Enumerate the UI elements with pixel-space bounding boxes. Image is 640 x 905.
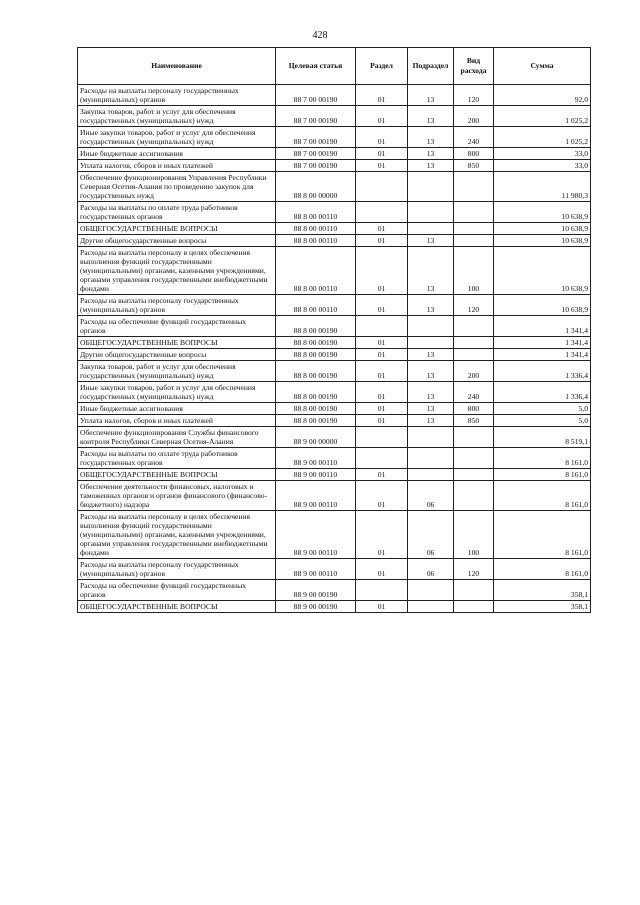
table-row — [78, 337, 591, 349]
row-type — [454, 337, 494, 349]
row-type — [454, 316, 494, 337]
table-row — [78, 601, 591, 613]
row-section — [356, 580, 408, 601]
row-subsection — [408, 337, 454, 349]
row-subsection — [408, 601, 454, 613]
row-name: Закупка товаров, работ и услуг для обеспечения государственных (муниципальных) нужд — [78, 361, 276, 382]
row-code: 88 9 00 00110 — [276, 559, 356, 580]
row-code: 88 8 00 00190 — [276, 403, 356, 415]
row-type: 850 — [454, 160, 494, 172]
row-section — [356, 316, 408, 337]
row-sum: 1 341,4 — [494, 316, 591, 337]
row-type: 800 — [454, 403, 494, 415]
row-name: Расходы на выплаты по оплате труда работников государственных органов — [78, 448, 276, 469]
row-name: Расходы на обеспечение функций государственных органов — [78, 580, 276, 601]
table-row — [78, 481, 591, 511]
table-header-row — [78, 48, 591, 85]
table-row — [78, 106, 591, 127]
row-type: 240 — [454, 127, 494, 148]
row-subsection: 13 — [408, 295, 454, 316]
row-name: Расходы на выплаты по оплате труда работников государственных органов — [78, 202, 276, 223]
row-section: 01 — [356, 361, 408, 382]
table-body — [78, 85, 591, 613]
row-section: 01 — [356, 148, 408, 160]
row-name: ОБЩЕГОСУДАРСТВЕННЫЕ ВОПРОСЫ — [78, 469, 276, 481]
row-section: 01 — [356, 337, 408, 349]
row-code: 88 8 00 00190 — [276, 382, 356, 403]
row-sum: 1 341,4 — [494, 349, 591, 361]
row-code: 88 8 00 00190 — [276, 316, 356, 337]
table-row — [78, 127, 591, 148]
row-code: 88 8 00 00110 — [276, 247, 356, 295]
row-code: 88 8 00 00110 — [276, 202, 356, 223]
row-name: Иные бюджетные ассигнования — [78, 148, 276, 160]
row-code: 88 7 00 00190 — [276, 85, 356, 106]
row-code: 88 7 00 00190 — [276, 148, 356, 160]
row-section: 01 — [356, 415, 408, 427]
row-subsection — [408, 202, 454, 223]
row-code: 88 7 00 00190 — [276, 106, 356, 127]
row-code: 88 8 00 00110 — [276, 295, 356, 316]
row-name: ОБЩЕГОСУДАРСТВЕННЫЕ ВОПРОСЫ — [78, 337, 276, 349]
row-type — [454, 469, 494, 481]
row-subsection — [408, 580, 454, 601]
table-row — [78, 427, 591, 448]
table-row — [78, 202, 591, 223]
row-name: Расходы на выплаты персоналу государственных (муниципальных) органов — [78, 85, 276, 106]
row-code: 88 8 00 00190 — [276, 415, 356, 427]
column-header-name: Наименование — [78, 48, 276, 85]
row-sum: 1 336,4 — [494, 382, 591, 403]
table-row — [78, 469, 591, 481]
row-sum: 8 161,0 — [494, 511, 591, 559]
row-subsection: 13 — [408, 127, 454, 148]
row-subsection: 06 — [408, 481, 454, 511]
row-type: 800 — [454, 148, 494, 160]
row-subsection: 13 — [408, 148, 454, 160]
row-subsection — [408, 448, 454, 469]
row-section: 01 — [356, 160, 408, 172]
row-code: 88 8 00 00190 — [276, 361, 356, 382]
table-row — [78, 223, 591, 235]
row-type — [454, 448, 494, 469]
row-section — [356, 448, 408, 469]
row-name: Иные закупки товаров, работ и услуг для обеспечения государственных (муниципальных) нужд — [78, 127, 276, 148]
row-section: 01 — [356, 106, 408, 127]
row-type: 120 — [454, 559, 494, 580]
row-code: 88 9 00 00190 — [276, 580, 356, 601]
row-type — [454, 202, 494, 223]
row-section: 01 — [356, 601, 408, 613]
row-subsection: 13 — [408, 106, 454, 127]
row-type: 100 — [454, 247, 494, 295]
row-type — [454, 580, 494, 601]
row-code: 88 8 00 00190 — [276, 337, 356, 349]
row-type: 200 — [454, 361, 494, 382]
row-code: 88 9 00 00190 — [276, 601, 356, 613]
row-subsection — [408, 172, 454, 202]
row-section: 01 — [356, 559, 408, 580]
table-row — [78, 316, 591, 337]
row-sum: 1 336,4 — [494, 361, 591, 382]
row-type — [454, 223, 494, 235]
row-code: 88 9 00 00110 — [276, 469, 356, 481]
row-subsection — [408, 469, 454, 481]
row-sum: 10 638,9 — [494, 235, 591, 247]
row-sum: 358,1 — [494, 580, 591, 601]
row-section: 01 — [356, 511, 408, 559]
column-header-code: Целевая статья — [276, 48, 356, 85]
row-name: Обеспечение функционирования Службы финансового контроля Республики Северная Осетия-Алания — [78, 427, 276, 448]
row-code: 88 7 00 00190 — [276, 160, 356, 172]
row-type — [454, 172, 494, 202]
row-subsection — [408, 316, 454, 337]
row-sum: 10 638,9 — [494, 202, 591, 223]
row-type — [454, 427, 494, 448]
row-sum: 92,0 — [494, 85, 591, 106]
column-header-subsection: Подраздел — [408, 48, 454, 85]
row-type: 120 — [454, 85, 494, 106]
table-row — [78, 235, 591, 247]
row-name: Уплата налогов, сборов и иных платежей — [78, 415, 276, 427]
row-type — [454, 235, 494, 247]
row-section: 01 — [356, 349, 408, 361]
row-subsection: 06 — [408, 511, 454, 559]
table-row — [78, 160, 591, 172]
row-sum: 8 519,1 — [494, 427, 591, 448]
column-header-sum: Сумма — [494, 48, 591, 85]
row-name: Иные бюджетные ассигнования — [78, 403, 276, 415]
table-row — [78, 247, 591, 295]
row-subsection: 13 — [408, 349, 454, 361]
row-name: Расходы на выплаты персоналу в целях обеспечения выполнения функций государственными (муниципальными) органами, казенными учреждениями, органами управления государственными внебюджетными фондами — [78, 511, 276, 559]
row-subsection — [408, 427, 454, 448]
row-name: Обеспечение функционирования Управления Республики Северная Осетия-Алания по проведению закупок для государственных нужд — [78, 172, 276, 202]
row-section: 01 — [356, 247, 408, 295]
row-subsection: 13 — [408, 160, 454, 172]
row-sum: 8 161,0 — [494, 469, 591, 481]
row-sum: 1 341,4 — [494, 337, 591, 349]
row-subsection: 13 — [408, 235, 454, 247]
row-name: ОБЩЕГОСУДАРСТВЕННЫЕ ВОПРОСЫ — [78, 223, 276, 235]
row-name: Уплата налогов, сборов и иных платежей — [78, 160, 276, 172]
row-section — [356, 427, 408, 448]
row-code: 88 8 00 00190 — [276, 349, 356, 361]
table-row — [78, 349, 591, 361]
row-code: 88 9 00 00110 — [276, 481, 356, 511]
table-row — [78, 580, 591, 601]
row-name: Закупка товаров, работ и услуг для обеспечения государственных (муниципальных) нужд — [78, 106, 276, 127]
row-subsection: 13 — [408, 382, 454, 403]
row-type — [454, 601, 494, 613]
table-row — [78, 172, 591, 202]
table-row — [78, 559, 591, 580]
table-row — [78, 415, 591, 427]
row-code: 88 9 00 00000 — [276, 427, 356, 448]
table-row — [78, 448, 591, 469]
row-type: 100 — [454, 511, 494, 559]
table-row — [78, 148, 591, 160]
row-sum: 8 161,0 — [494, 559, 591, 580]
row-code: 88 8 00 00110 — [276, 223, 356, 235]
row-name: Другие общегосударственные вопросы — [78, 349, 276, 361]
row-name: Обеспечение деятельности финансовых, налоговых и таможенных органов и органов финансового (финансово-бюджетного) надзора — [78, 481, 276, 511]
row-sum: 1 025,2 — [494, 127, 591, 148]
table-row — [78, 382, 591, 403]
row-name: Расходы на выплаты персоналу государственных (муниципальных) органов — [78, 559, 276, 580]
row-section: 01 — [356, 235, 408, 247]
table-row — [78, 403, 591, 415]
row-type: 240 — [454, 382, 494, 403]
budget-table — [77, 47, 591, 613]
column-header-section: Раздел — [356, 48, 408, 85]
row-sum: 358,1 — [494, 601, 591, 613]
row-code: 88 8 00 00000 — [276, 172, 356, 202]
row-sum: 10 638,9 — [494, 223, 591, 235]
row-sum: 33,0 — [494, 160, 591, 172]
row-sum: 8 161,0 — [494, 481, 591, 511]
row-code: 88 9 00 00110 — [276, 448, 356, 469]
row-section — [356, 202, 408, 223]
row-type: 120 — [454, 295, 494, 316]
row-name: Расходы на обеспечение функций государственных органов — [78, 316, 276, 337]
row-subsection — [408, 223, 454, 235]
row-section: 01 — [356, 403, 408, 415]
row-code: 88 7 00 00190 — [276, 127, 356, 148]
table-row — [78, 295, 591, 316]
row-subsection: 13 — [408, 403, 454, 415]
row-subsection: 13 — [408, 361, 454, 382]
table-row — [78, 85, 591, 106]
row-sum: 33,0 — [494, 148, 591, 160]
row-code: 88 8 00 00110 — [276, 235, 356, 247]
row-type — [454, 481, 494, 511]
row-subsection: 13 — [408, 85, 454, 106]
row-section: 01 — [356, 127, 408, 148]
row-name: Иные закупки товаров, работ и услуг для обеспечения государственных (муниципальных) нужд — [78, 382, 276, 403]
row-section: 01 — [356, 469, 408, 481]
row-sum: 11 980,3 — [494, 172, 591, 202]
table-row — [78, 361, 591, 382]
row-sum: 8 161,0 — [494, 448, 591, 469]
row-name: Расходы на выплаты персоналу государственных (муниципальных) органов — [78, 295, 276, 316]
row-name: ОБЩЕГОСУДАРСТВЕННЫЕ ВОПРОСЫ — [78, 601, 276, 613]
row-type — [454, 349, 494, 361]
row-type: 850 — [454, 415, 494, 427]
table-row — [78, 511, 591, 559]
row-sum: 5,0 — [494, 403, 591, 415]
row-name: Расходы на выплаты персоналу в целях обеспечения выполнения функций государственными (муниципальными) органами, казенными учреждениями, органами управления государственными внебюджетными фондами — [78, 247, 276, 295]
row-section: 01 — [356, 223, 408, 235]
row-sum: 10 638,9 — [494, 295, 591, 316]
row-section: 01 — [356, 481, 408, 511]
row-subsection: 06 — [408, 559, 454, 580]
row-name: Другие общегосударственные вопросы — [78, 235, 276, 247]
page-number: 428 — [312, 30, 328, 41]
row-section: 01 — [356, 85, 408, 106]
row-sum: 10 638,9 — [494, 247, 591, 295]
column-header-type: Вид расхода — [454, 48, 494, 85]
row-section: 01 — [356, 382, 408, 403]
row-code: 88 9 00 00110 — [276, 511, 356, 559]
row-subsection: 13 — [408, 415, 454, 427]
row-subsection: 13 — [408, 247, 454, 295]
row-section — [356, 172, 408, 202]
row-sum: 1 025,2 — [494, 106, 591, 127]
row-type: 200 — [454, 106, 494, 127]
row-section: 01 — [356, 295, 408, 316]
row-sum: 5,0 — [494, 415, 591, 427]
